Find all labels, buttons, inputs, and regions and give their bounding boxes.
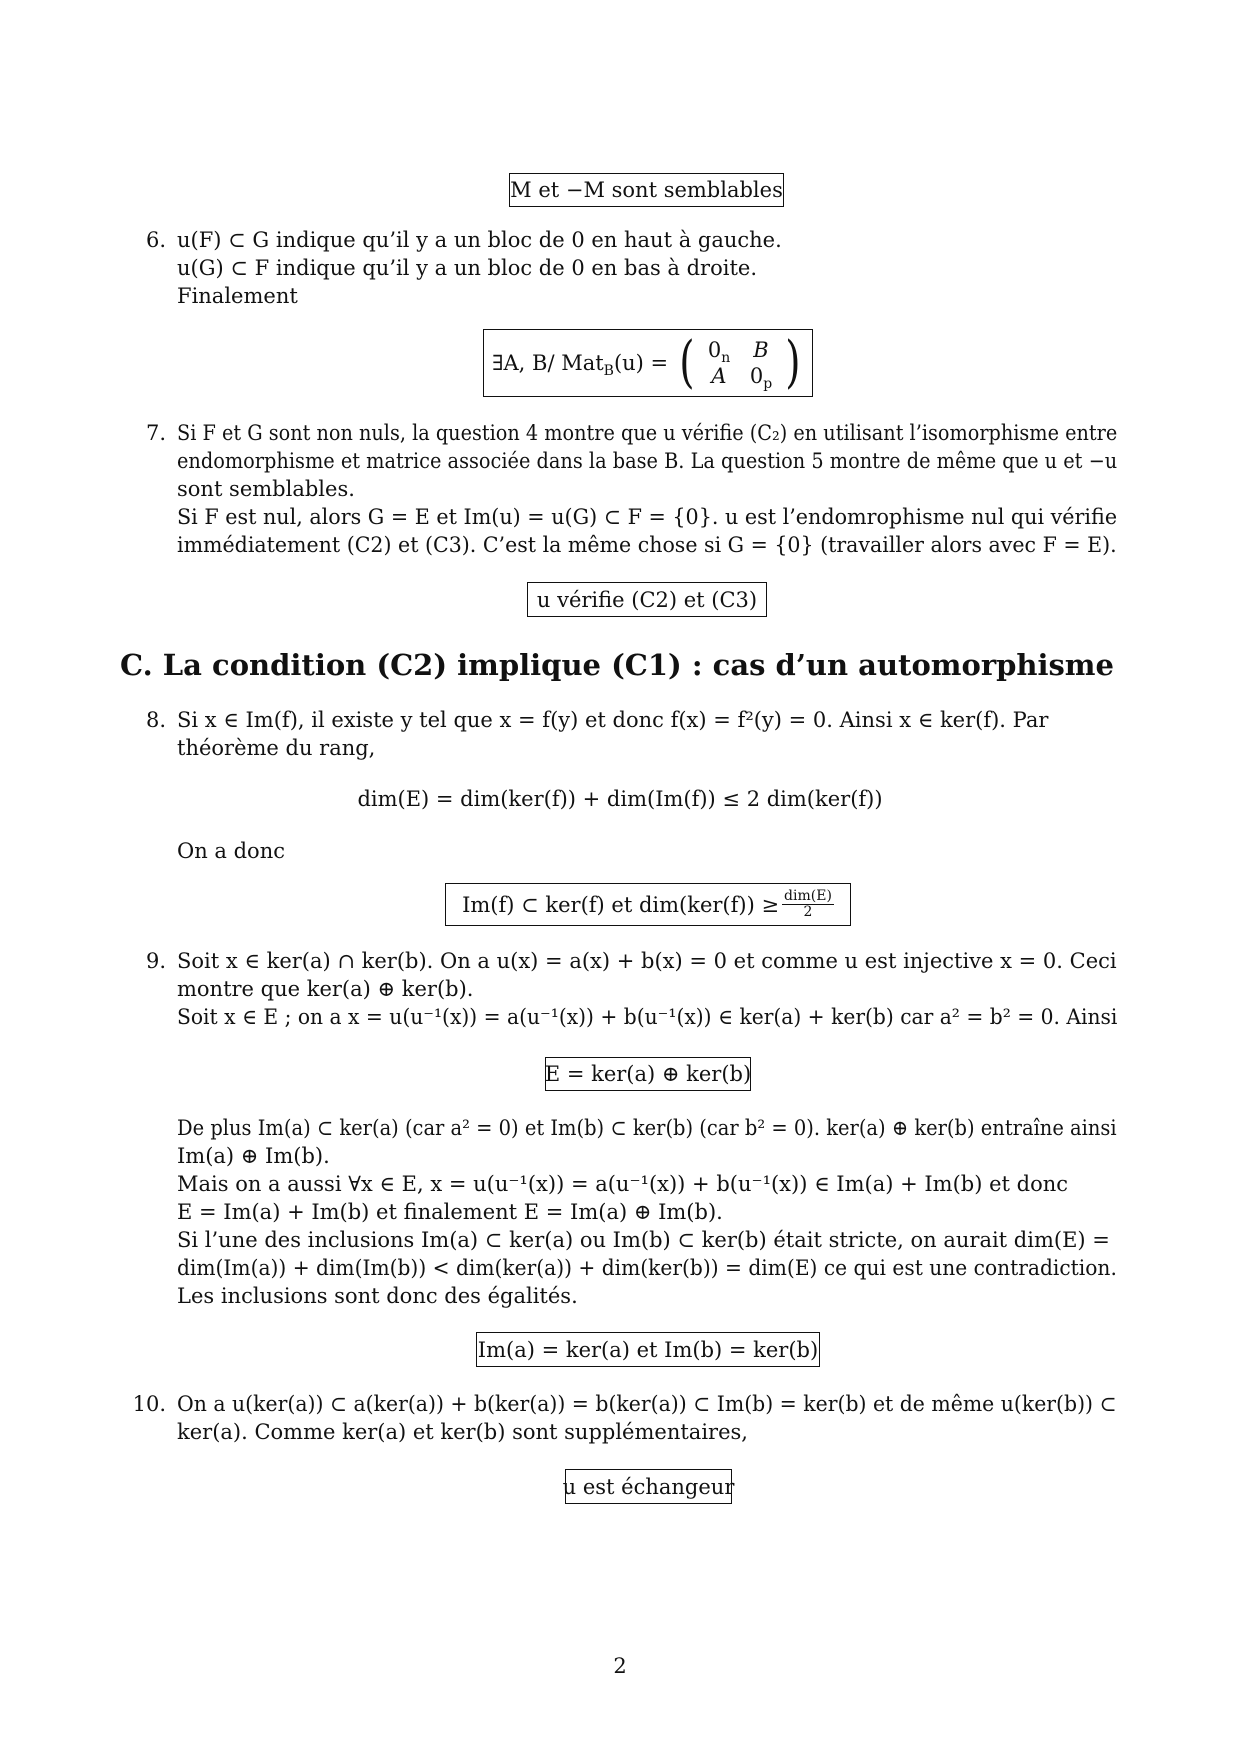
q7-line-3: sont semblables. (177, 477, 355, 501)
fraction-dim-e-over-2: $\frac{\text{dim(E)}}{2}$ (784, 888, 832, 920)
q9-line-1: Soit x ∈ ker(a) ∩ ker(b). On a u(x) = a(x) + b(x) = 0 et comme u est injective x = 0. Ceci (177, 949, 1117, 973)
matrix-cell-21: A (711, 364, 727, 388)
q9-line-3: Soit x ∈ E ; on a x = u(u⁻¹(x)) = a(u⁻¹(x)) + b(u⁻¹(x)) ∈ ker(a) + ker(b) car a² = b² = 0. Ainsi (177, 1005, 1118, 1029)
result-box-q9a-text: E = ker(a) ⊕ ker(b) (544, 1062, 752, 1086)
result-box-q9b (476, 1332, 820, 1367)
q7-line-4: Si F est nul, alors G = E et Im(u) = u(G) ⊂ F = {0}. u est l’endomrophisme nul qui vérifie (177, 505, 1118, 529)
q6-line-3: Finalement (177, 284, 298, 308)
right-paren: ) (785, 330, 801, 395)
result-box-q7-text: u vérifie (C2) et (C3) (536, 587, 758, 612)
q9-line-2: montre que ker(a) ⊕ ker(b). (177, 977, 474, 1001)
q9-line-6: Mais on a aussi ∀x ∈ E, x = u(u⁻¹(x)) = a(u⁻¹(x)) + b(u⁻¹(x)) ∈ Im(a) + Im(b) et donc (177, 1172, 1068, 1196)
q9-line-7: E = Im(a) + Im(b) et finalement E = Im(a) ⊕ Im(b). (177, 1200, 723, 1224)
q8-line-3: On a donc (177, 839, 285, 863)
question-number-8: 8. (145, 708, 166, 732)
question-number-7: 7. (145, 421, 166, 445)
block-matrix (676, 330, 804, 395)
question-number-10: 10. (132, 1392, 166, 1416)
result-box-q8 (445, 883, 851, 926)
result-box-q9b-text: Im(a) = ker(a) et Im(b) = ker(b) (477, 1337, 819, 1362)
result-box-q7 (527, 582, 767, 617)
result-box-q6 (483, 329, 813, 397)
question-number-9: 9. (145, 949, 166, 973)
q7-line-2: endomorphisme et matrice associée dans la base B. La question 5 montre de même que u et −u (177, 449, 1118, 473)
result-box-q10 (562, 1469, 735, 1504)
q6-line-2: u(G) ⊂ F indique qu’il y a un bloc de 0 en bas à droite. (177, 256, 758, 280)
result-box-q5-text: M et −M sont semblables (510, 178, 783, 202)
q6-line-1: u(F) ⊂ G indique qu’il y a un bloc de 0 en haut à gauche. (177, 228, 782, 252)
result-box-q5 (509, 173, 784, 207)
q10-line-2: ker(a). Comme ker(a) et ker(b) sont supplémentaires, (177, 1420, 748, 1444)
q9-line-4: De plus Im(a) ⊂ ker(a) (car a² = 0) et Im(b) ⊂ ker(b) (car b² = 0). ker(a) ⊕ ker(b) entraîne ainsi (177, 1116, 1117, 1140)
q7-line-1: Si F et G sont non nuls, la question 4 montre que u vérifie (C₂) en utilisant l’isomorphisme entre (177, 421, 1118, 445)
q7-line-5: immédiatement (C2) et (C3). C’est la même chose si G = {0} (travailler alors avec F = E). (177, 533, 1117, 557)
q10-line-1: On a u(ker(a)) ⊂ a(ker(a)) + b(ker(a)) = b(ker(a)) ⊂ Im(b) = ker(b) et de même u(ker(b)) ⊂ (177, 1392, 1117, 1416)
q9-line-9: dim(Im(a)) + dim(Im(b)) < dim(ker(a)) + dim(ker(b)) = dim(E) ce qui est une contradiction. (177, 1256, 1117, 1280)
q8-line-1: Si x ∈ Im(f), il existe y tel que x = f(y) et donc f(x) = f²(y) = 0. Ainsi x ∈ ker(f). Par (177, 708, 1049, 732)
result-box-q10-text: u est échangeur (562, 1474, 735, 1499)
q9-line-8: Si l’une des inclusions Im(a) ⊂ ker(a) ou Im(b) ⊂ ker(b) était stricte, on aurait dim(E) = (177, 1228, 1110, 1252)
question-number-6: 6. (145, 228, 166, 252)
result-box-q8-text: Im(f) ⊂ ker(f) et dim(ker(f)) ≥ (462, 892, 780, 917)
q6-box-lhs: ∃A, B/ Mat$_B$(u) = (492, 351, 669, 380)
matrix-cell-12: B (753, 338, 769, 362)
result-box-q9a (545, 1057, 751, 1091)
section-heading: C. La condition (C2) implique (C1) : cas d’un automorphisme (120, 648, 1114, 682)
matrix-cell-11: $0_n$ (707, 338, 731, 367)
q8-rank-formula: dim(E) = dim(ker(f)) + dim(Im(f)) ≤ 2 dim(ker(f)) (357, 787, 883, 811)
page-number: 2 (613, 1654, 627, 1678)
q9-line-5: Im(a) ⊕ Im(b). (177, 1144, 330, 1168)
matrix-cell-22: $0_p$ (749, 364, 773, 393)
q8-line-2: théorème du rang, (177, 736, 376, 760)
q9-line-10: Les inclusions sont donc des égalités. (177, 1284, 578, 1308)
left-paren: ( (679, 330, 695, 395)
